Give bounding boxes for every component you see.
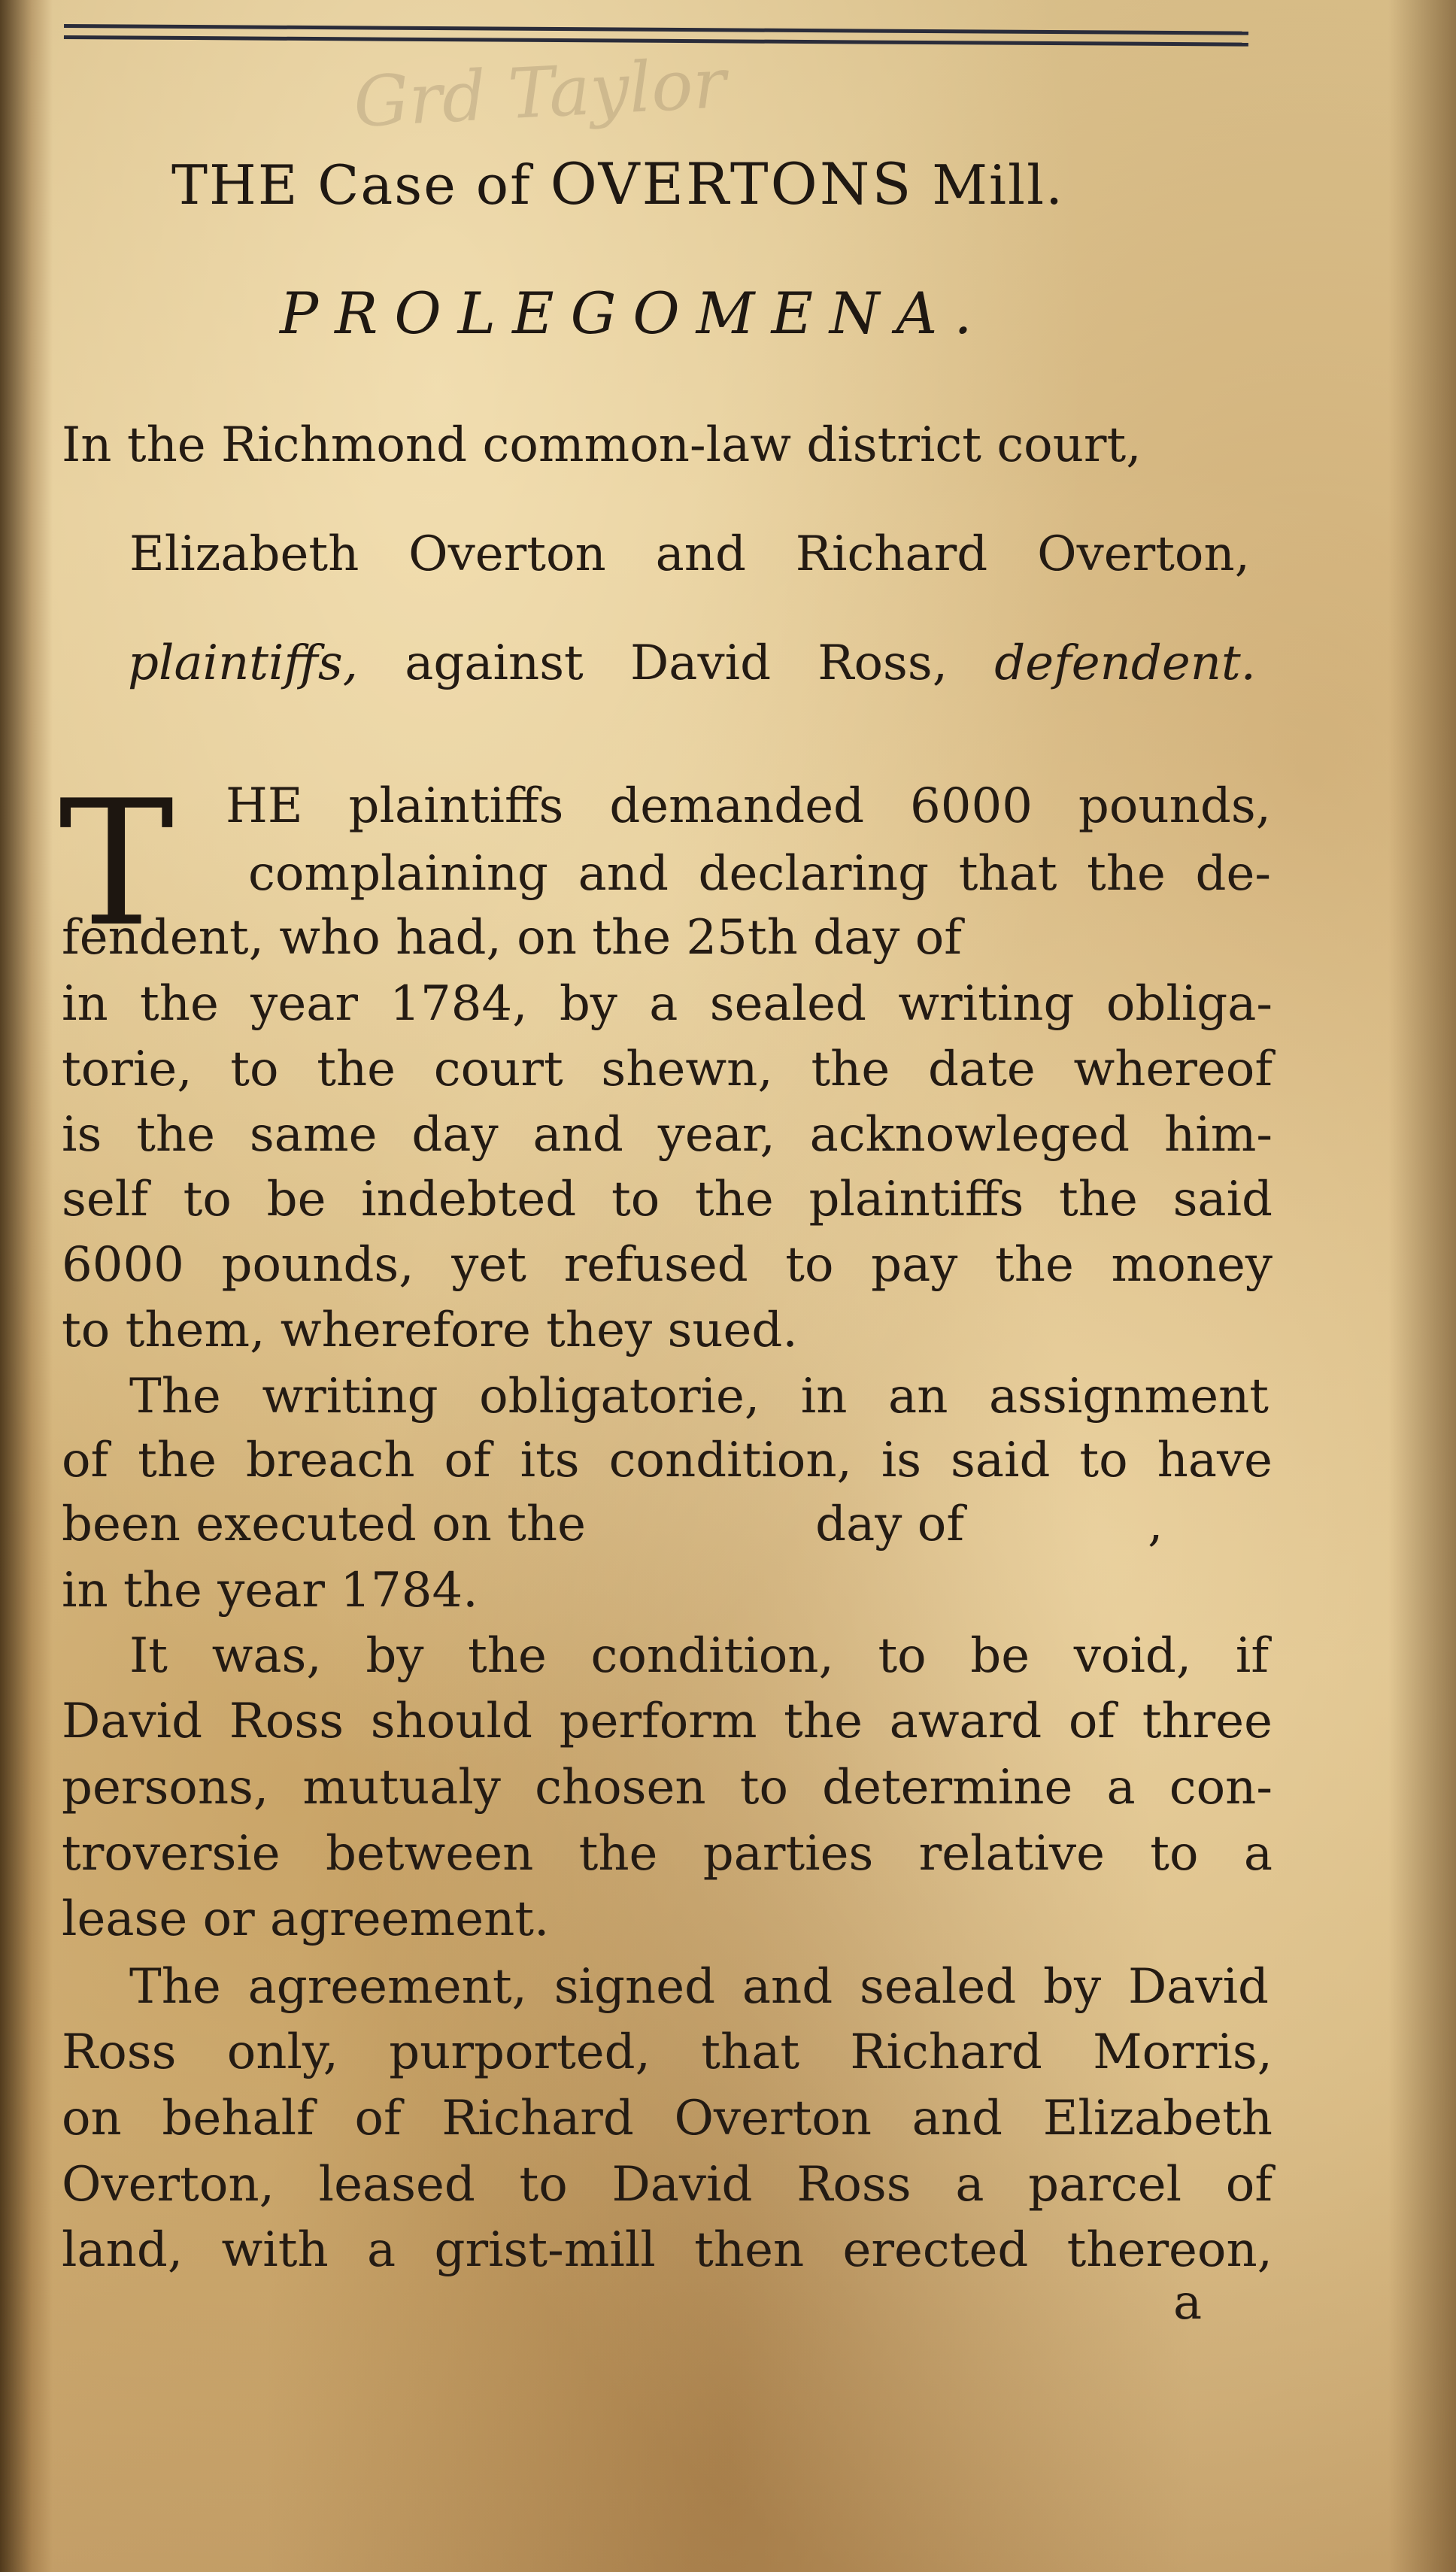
body-line-13: in the year 1784. (62, 1563, 478, 1618)
body-line-15: David Ross should perform the award of three (62, 1694, 1272, 1749)
body-line-23: land, with a grist-mill then erected thereon, (62, 2222, 1272, 2278)
body-line-11: of the breach of its condition, is said to have (62, 1433, 1272, 1488)
section-heading: PROLEGOMENA. (280, 280, 989, 347)
body-line-8: 6000 pounds, yet refused to pay the money (62, 1237, 1272, 1293)
body-line-6: is the same day and year, acknowleged him- (62, 1107, 1272, 1163)
intro-line-2: Elizabeth Overton and Richard Overton, (129, 526, 1250, 582)
body-line-12: been executed on the day of , (62, 1497, 1163, 1552)
title-caps: OVERTONS (550, 150, 914, 217)
body-line-16: persons, mutualy chosen to determine a con- (62, 1760, 1272, 1815)
body-line-14: It was, by the condition, to be void, if (129, 1628, 1269, 1684)
faded-signature: Grd Taylor (351, 43, 728, 143)
catchword: a (1173, 2275, 1203, 2331)
body-line-21: on behalf of Richard Overton and Elizabeth (62, 2091, 1272, 2146)
against-text: against David Ross, (405, 635, 948, 691)
intro-line-3 (128, 635, 1256, 691)
body-line-5: torie, to the court shewn, the date whereof (62, 1042, 1272, 1097)
body-line-18: lease or agreement. (62, 1891, 550, 1947)
title-suffix: Mill. (932, 153, 1064, 217)
drop-cap: T (59, 764, 174, 965)
body-line-17: troversie between the parties relative to a (62, 1826, 1272, 1882)
body-line-9: to them, wherefore they sued. (62, 1303, 798, 1358)
body-line-2: complaining and declaring that the de- (248, 846, 1271, 902)
body-line-3: fendent, who had, on the 25th day of (62, 910, 962, 966)
defendent-label: defendent. (994, 635, 1257, 691)
body-line-19: The agreement, signed and sealed by David (129, 1959, 1269, 2015)
body-line-22: Overton, leased to David Ross a parcel of (62, 2157, 1272, 2213)
page-title (171, 150, 1064, 217)
body-line-4: in the year 1784, by a sealed writing obliga- (62, 976, 1272, 1032)
body-line-20: Ross only, purported, that Richard Morris, (62, 2025, 1272, 2080)
title-prefix: THE Case of (171, 153, 532, 217)
body-line-7: self to be indebted to the plaintiffs the said (62, 1172, 1272, 1227)
intro-line-1: In the Richmond common-law district court, (62, 417, 1142, 473)
plaintiffs-label: plaintiffs, (128, 635, 358, 691)
header-rule (64, 24, 1248, 47)
body-line-10: The writing obligatorie, in an assignment (129, 1369, 1269, 1424)
body-line-1: HE plaintiffs demanded 6000 pounds, (226, 778, 1271, 834)
